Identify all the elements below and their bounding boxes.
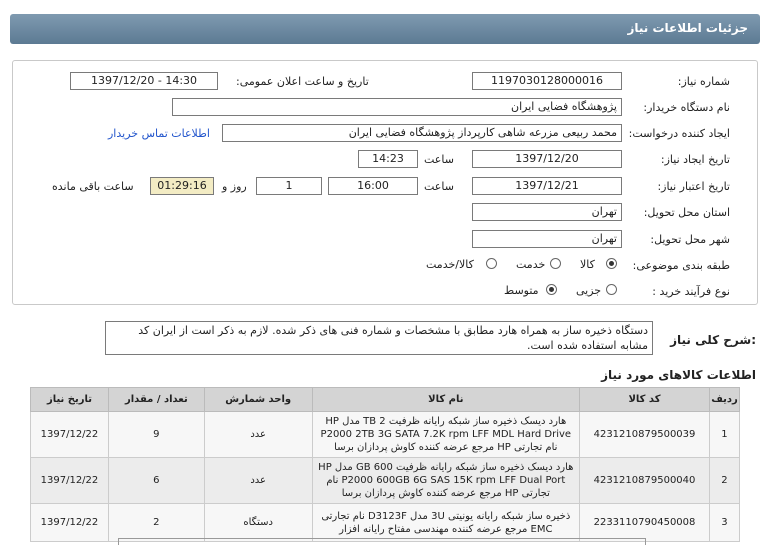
validity-time-field[interactable]: 16:00 [328,177,418,195]
process-medium-radio[interactable] [546,284,557,295]
page-title: جزئیات اطلاعات نیاز [627,21,748,35]
city-field[interactable]: تهران [472,230,622,248]
validity-time-label: ساعت [424,180,454,193]
cell-goods-code: 4231210879500040 [580,458,710,504]
process-minor-radio[interactable] [606,284,617,295]
page-header [10,14,760,44]
header-need-date: تاریخ نیاز [31,388,109,412]
created-time-field[interactable]: 14:23 [358,150,418,168]
cell-goods-name: هارد دیسک ذخیره ساز شبکه رایانه ظرفیت 600 GB مدل HP P2000 600GB 6G SAS 15K rpm LFF Dual Port نام تجارتی HP مرجع عرضه کننده کاوش پردازان برسا [312,458,579,504]
description-text[interactable]: دستگاه ذخیره ساز به همراه هارد مطابق با مشخصات و شماره فنی های ذکر شده. لازم به ذکر است از ایران کد مشابه استفاده شده است. [105,321,653,355]
category-goods-label: کالا [580,258,595,271]
category-goods-service-radio[interactable] [486,258,497,269]
next-section-box [118,538,646,545]
cell-goods-code: 4231210879500039 [580,412,710,458]
header-goods-name: نام کالا [312,388,579,412]
cell-goods-name: هارد دیسک ذخیره ساز شبکه رایانه ظرفیت 2 TB مدل HP P2000 2TB 3G SATA 7.2K rpm LFF MDL Hard Drive نام تجارتی HP مرجع عرضه کننده کاوش پردازان برسا [312,412,579,458]
cell-need-date: 1397/12/22 [31,504,109,542]
need-number-field[interactable]: 1197030128000016 [472,72,622,90]
time-remaining-field[interactable]: 01:29:16 [150,177,214,195]
city-label: شهر محل تحویل: [650,233,730,246]
process-medium-label: متوسط [504,284,539,297]
cell-goods-code: 2233110790450008 [580,504,710,542]
header-goods-code: کد کالا [580,388,710,412]
days-remaining-field[interactable]: 1 [256,177,322,195]
cell-row-index: 3 [709,504,739,542]
cell-unit: عدد [204,412,312,458]
goods-section-title: اطلاعات کالاهای مورد نیاز [601,368,756,382]
announce-datetime-field[interactable]: 1397/12/20 - 14:30 [70,72,218,90]
created-time-label: ساعت [424,153,454,166]
category-service-label: خدمت [516,258,546,271]
cell-need-date: 1397/12/22 [31,412,109,458]
description-label: شرح کلی نیاز: [670,333,756,347]
created-date-field[interactable]: 1397/12/20 [472,150,622,168]
table-row [31,504,740,542]
cell-row-index: 1 [709,412,739,458]
creator-label: ایجاد کننده درخواست: [628,127,730,140]
cell-need-date: 1397/12/22 [31,458,109,504]
time-remaining-label: ساعت باقی مانده [52,180,134,193]
cell-quantity: 2 [108,504,204,542]
process-minor-label: جزیی [576,284,602,297]
header-quantity: تعداد / مقدار [108,388,204,412]
cell-unit: دستگاه [204,504,312,542]
province-label: استان محل تحویل: [643,206,730,219]
table-row [31,412,740,458]
table-row [31,458,740,504]
category-service-radio[interactable] [550,258,561,269]
category-label: طبقه بندی موضوعی: [632,259,730,272]
header-row-index: ردیف [709,388,739,412]
header-unit: واحد شمارش [204,388,312,412]
cell-quantity: 9 [108,412,204,458]
category-goods-service-label: کالا/خدمت [426,258,474,271]
province-field[interactable]: تهران [472,203,622,221]
buyer-label: نام دستگاه خریدار: [643,101,730,114]
buyer-field[interactable]: پژوهشگاه فضایی ایران [172,98,622,116]
buyer-contact-link[interactable]: اطلاعات تماس خریدار [108,127,210,140]
goods-table [30,387,740,542]
creator-field[interactable]: محمد ربیعی مزرعه شاهی کارپرداز پژوهشگاه فضایی ایران [222,124,622,142]
validity-date-label: تاریخ اعتبار نیاز: [657,180,730,193]
created-date-label: تاریخ ایجاد نیاز: [660,153,730,166]
cell-goods-name: ذخیره ساز شبکه رایانه یونیتی 3U مدل D3123F نام تجارتی EMC مرجع عرضه کننده مهندسی مفتاح رایانه افزار [312,504,579,542]
cell-row-index: 2 [709,458,739,504]
cell-quantity: 6 [108,458,204,504]
announce-datetime-label: تاریخ و ساعت اعلان عمومی: [236,75,369,88]
need-number-label: شماره نیاز: [677,75,730,88]
category-goods-radio[interactable] [606,258,617,269]
days-label: روز و [222,180,247,193]
cell-unit: عدد [204,458,312,504]
validity-date-field[interactable]: 1397/12/21 [472,177,622,195]
process-label: نوع فرآیند خرید : [652,285,730,298]
